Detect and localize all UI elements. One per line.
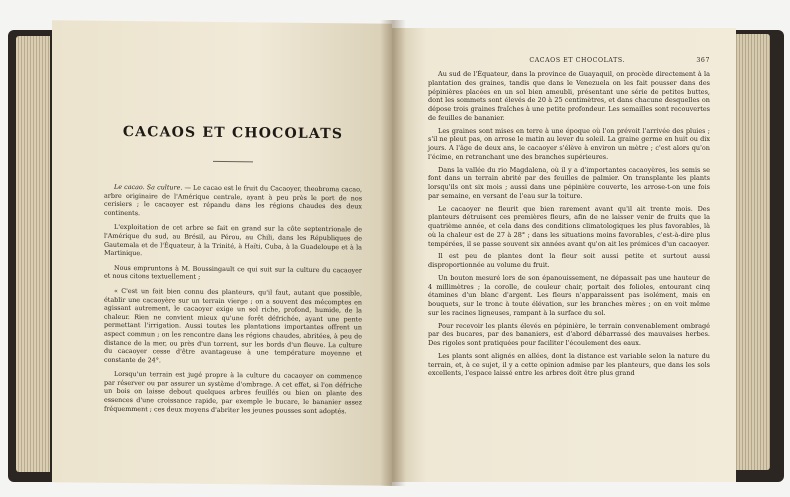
- running-head: [428, 57, 710, 64]
- page-edges-left: [16, 36, 50, 472]
- title-rule: [213, 161, 253, 162]
- page-edges-right: [734, 34, 770, 470]
- paragraph: Le cacaoyer ne fleurit que bien rarement avant qu'il ait trente mois. Des planteurs détruisent ces premières fleurs, afin de ne laisser venir de fruits que la quatrième année, et cela dans des conditions climatologiques les plus favorables, là où la chaleur est de 27 à 28° ; dans les situations moins favorables, c'est-à-dire plus tempérées, il se passe souvent six années avant qu'on ait les prémices d'un cacaoyer.: [428, 204, 710, 248]
- paragraph: L'exploitation de cet arbre se fait en grand sur la côte septentrionale de l'Amérique du sud, au Brésil, au Pérou, au Chili, dans les Républiques de Gautemala et de l'Équateur, à la Trinité, à Haïti, Cuba, à la Guadeloupe et à la Martinique.: [104, 223, 362, 258]
- paragraph: Au sud de l'Équateur, dans la province de Guayaquil, on procède directement à la plantation des graines, tandis que dans le Venezuela on les fait pousser dans des pépinières placées en un sol bien ameubli, présentant une série de petites buttes, dont les sommets sont élevés de 20 à 25 centimètres, et dans chacune desquelles on dépose trois graines fraîches à une petite profondeur. Les semailles sont recouvertes de feuilles de bananier.: [428, 70, 710, 122]
- paragraph: Il est peu de plantes dont la fleur soit aussi petite et surtout aussi disproportionnée au volume du fruit.: [428, 252, 710, 269]
- page-number: 367: [696, 57, 710, 64]
- paragraph: « C'est un fait bien connu des planteurs, qu'il faut, autant que possible, établir une cacaoyère sur un terrain vierge ; on a souvent des mécomptes en agissant autrement, le cacaoyer exige un sol riche, profond, humide, de la chaleur. Rien ne convient mieux qu'une forêt défrichée, ayant une pente permettant l'irrigation. Aussi toutes les plantations importantes offrent un aspect commun ; on les rencontre dans les régions chaudes, abritées, à peu de distance de la mer, ou près d'un torrent, sur les bords d'un fleuve. La culture du cacaoyer cesse d'être avantageuse à une température moyenne et constante de 24°.: [104, 286, 362, 365]
- left-page: [52, 20, 392, 486]
- chapter-title: CACAOS ET CHOCOLATS: [122, 123, 344, 143]
- paragraph: [104, 183, 362, 220]
- paragraph: Un bouton mesuré lors de son épanouissement, ne dépassait pas une hauteur de 4 millimètres ; la corolle, de couleur chair, portait des folioles, entourant cinq étamines d'un blanc d'argent. Les fleurs n'apparaissent pas isolément, mais en bouquets, sur le tronc à toute élévation, sur les branches mères ; on en voit même sur les racines ligneuses, rampant à la surface du sol.: [428, 273, 710, 317]
- paragraph: Dans la vallée du rio Magdalena, où il y a d'importantes cacaoyères, les semis se font dans un terrain abrité par des feuilles de palmier. On transplante les plants lorsqu'ils ont six mois ; aussi dans une pépinière couverte, les arrose-t-on une fois par semaine, en versant de l'eau sur la toiture.: [428, 165, 710, 200]
- paragraph: Les plants sont alignés en allées, dont la distance est variable selon la nature du terrain, et, à ce sujet, il y a cette opinion admise par les planteurs, que dans les sols excellents, l'espace laissé entre les arbres doit être plus grand: [428, 351, 710, 378]
- paragraph: Pour recevoir les plants élevés en pépinière, le terrain convenablement ombragé par des bucares, par des bananiers, est d'abord débarrassé des mauvaises herbes. Des rigoles sont pratiquées pour faciliter l'écoulement des eaux.: [428, 321, 710, 347]
- paragraph: Lorsqu'un terrain est jugé propre à la culture du cacaoyer on commence par réserver ou par assurer un système d'ombrage. A cet effet, si l'on défriche un bois on laisse debout quelques arbres feuillés ou bien on plante des essences d'une croissance rapide, par exemple le bucare, le bananier assez fréquemment ; ces deux moyens d'abriter les jeunes pousses sont adoptés.: [104, 370, 362, 415]
- book-gutter: [380, 20, 406, 486]
- right-page: [392, 28, 736, 482]
- paragraph: Nous empruntons à M. Boussingault ce qui suit sur la culture du cacaoyer et nous citons textuellement ;: [104, 263, 362, 282]
- paragraph-text: — Le cacao est le fruit du Cacaoyer, theobroma cacao, arbre originaire de l'Amérique centrale, ayant à peu près le port de nos cerisiers ; le cacaoyer est répandu dans les régions chaudes des deux continents.: [104, 183, 362, 217]
- section-lead: Le cacao. Sa culture.: [114, 182, 183, 192]
- paragraph: Les graines sont mises en terre à une époque où l'on prévoit l'arrivée des pluies ; s'il ne pleut pas, on arrose le matin au lever du soleil. La graine germe en huit ou dix jours. A l'âge de deux ans, le cacaoyer s'élève à environ un mètre ; c'est alors qu'on l'écime, en retranchant une des branches supérieures.: [428, 126, 710, 161]
- running-head-title: CACAOS ET CHOCOLATS.: [529, 57, 626, 64]
